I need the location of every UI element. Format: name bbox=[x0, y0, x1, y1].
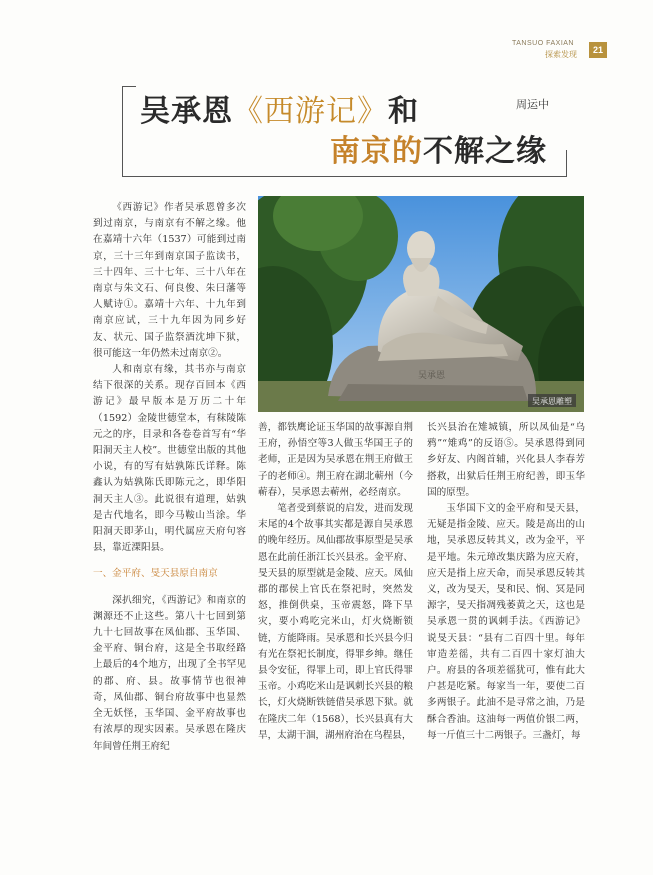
photo-caption: 吴承恩雕塑 bbox=[532, 397, 572, 406]
col3-paragraph-1: 长兴县治在雉城镇，所以凤仙是“乌鸦”“雉鸡”的反语⑤。吴承恩得到同乡好友、内阁首辅，兴化县人李春芳搭救，出狱后任荆王府纪善，即玉华国的原型。 bbox=[427, 422, 585, 498]
title-prefix: 吴承恩 bbox=[140, 94, 233, 129]
title-frame-bottom bbox=[122, 176, 567, 177]
header-english: TANSUO FAXIAN bbox=[512, 40, 574, 47]
title-frame-right bbox=[566, 150, 567, 177]
col2-paragraph-2: 笔者受到蔡说的启发，进而发现末尾的4个故事其实都是源自吴承恩的晚年经历。凤仙郡故事原型是吴承恩在此前任浙江长兴县丞。金平府、旻天县的原型就是金陵、应天。凤仙郡的郡侯上官氏在祭祀时，突然发怒，推倒供桌，玉帝震怒，降下旱灾，要小鸡吃完米山，灯火烧断锁链，方能降雨。吴承恩和长兴县今归有光在祭祀长制度，得罪乡绅。继任县令安征，得罪上司，即上官氏得罪玉帝。小鸡吃米山是讽刺长兴县的粮长，灯火烧断铁链借吴承恩下狱。就在隆庆二年（1568），长兴县真有大旱，太湖干涸，湖州府治在乌程县， bbox=[258, 503, 413, 741]
pedestal-inscription: 吴承恩 bbox=[418, 371, 446, 381]
header-chinese: 探索发现 bbox=[545, 50, 577, 59]
title-frame-left bbox=[122, 86, 123, 176]
title-line-1 bbox=[140, 86, 419, 130]
title-frame-top bbox=[122, 86, 136, 87]
page-number: 21 bbox=[589, 42, 607, 58]
title-line-2 bbox=[330, 126, 547, 170]
title-accent: 南京的 bbox=[330, 134, 423, 169]
title-rest: 不解之缘 bbox=[423, 134, 547, 169]
title-book-name: 《西游记》 bbox=[233, 94, 388, 129]
col2-paragraph-1: 善，都铁鹰论证玉华国的故事源自荆王府，孙悟空等3人做玉华国王子的老师，正是因为吴承恩在荆王府做王子的老师④。荆王府在湖北蕲州（今蕲春），吴承恩去蕲州，必经南京。 bbox=[258, 422, 413, 498]
col3-paragraph-2: 玉华国下文的金平府和旻天县，无疑是指金陵、应天。陵是高出的山地，吴承恩反转其义，改为金平，平是平地。朱元璋改集庆路为应天府，应天是指上应天命，而吴承恩反转其义，改为旻天，旻和民、悯、冥是同源字，旻天指凋残萎黄之天，这也是吴承恩一贯的讽刺手法。《西游记》说旻天县：“县有二百四十里。每年审造差徭，共有二百四十家灯油大户。府县的各项差徭犹可，惟有此大户甚是吃紧。每家当一年，要使二百多两银子。此油不是寻常之油，乃是酥合香油。这油每一两值价银二两，每一斤值三十二两银子。三盏灯，每 bbox=[427, 503, 585, 741]
title-suffix: 和 bbox=[388, 94, 419, 129]
column-1 bbox=[93, 200, 246, 755]
section-heading: 一、金平府、旻天县原自南京 bbox=[93, 568, 218, 580]
statue-photo-illustration bbox=[258, 196, 584, 412]
col1-paragraph-2: 人和南京有缘，其书亦与南京结下很深的关系。现存百回本《西游记》最早版本是万历二十年（1592）金陵世德堂本，有秣陵陈元之的序，目录和各卷卷首写有“华阳洞天主人校”。世德堂出版的其他小说，有的写有姑孰陈氏详释。陈鑫认为姑孰陈氏即陈元之，即华阳洞天主人③。此说很有道理，姑孰是古代地名，即今马鞍山当涂。华阳洞天即茅山，明代属应天府句容县，靠近溧阳县。 bbox=[93, 364, 246, 554]
col1-paragraph-1: 《西游记》作者吴承恩曾多次到过南京，与南京有不解之缘。他在嘉靖十六年（1537）可能到过南京，三十三年到南京国子监读书，三十四年、三十七年、三十八年在南京与朱文石、何良俊、朱曰藩等人赋诗①。嘉靖十六年、十九年到南京应试，三十九年因为同乡好友、状元、国子监祭酒沈坤下狱，很可能这一年仍然未过南京②。 bbox=[93, 202, 246, 359]
column-2 bbox=[258, 420, 413, 744]
statue-photo bbox=[258, 196, 584, 412]
author-name: 周运中 bbox=[516, 98, 549, 111]
col1-paragraph-3: 深扒细究，《西游记》和南京的渊源还不止这些。第八十七回到第九十七回故事在凤仙郡、玉华国、金平府、铜台府，这是全书取经路上最后的4个地方，出现了全书罕见的郡、府、县。故事情节也很神奇，凤仙郡、铜台府故事中也显然全无妖怪，玉华国、金平府故事也有浓厚的现实因素。吴承恩在隆庆年间曾任荆王府纪 bbox=[93, 594, 246, 752]
column-3 bbox=[427, 420, 585, 744]
